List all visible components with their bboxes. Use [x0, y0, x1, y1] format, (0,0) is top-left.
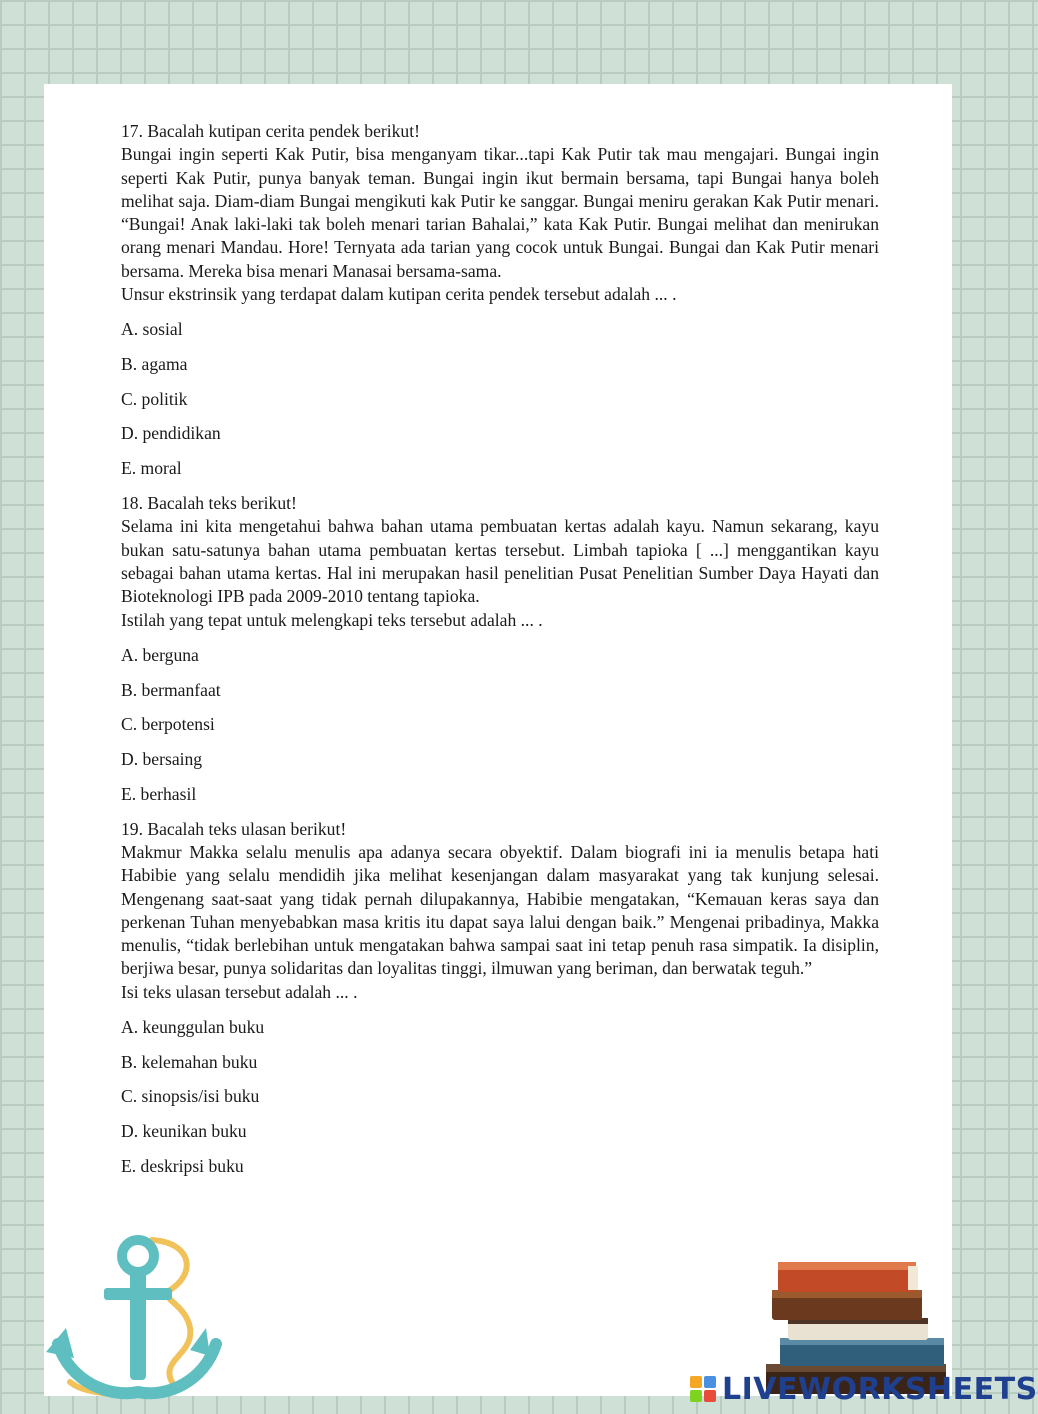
question-title: 19. Bacalah teks ulasan berikut! [121, 818, 347, 839]
option-e[interactable]: E. moral [121, 458, 182, 479]
option-b[interactable]: B. bermanfaat [121, 679, 221, 700]
question-18 [121, 492, 879, 806]
option-c[interactable]: C. berpotensi [121, 714, 215, 735]
option-a[interactable]: A. sosial [121, 319, 183, 340]
option-c[interactable]: C. sinopsis/isi buku [121, 1086, 260, 1107]
answer-options [121, 318, 879, 480]
question-passage: Selama ini kita mengetahui bahwa bahan utama pembuatan kertas adalah kayu. Namun sekarang, kayu bukan satu-satunya bahan utama pembuatan kertas tersebut. Limbah tapioka [ ...] menggantikan kayu sebagai bahan utama kertas. Hal ini merupakan hasil penelitian Pusat Penelitian Sumber Daya Hayati dan Bioteknologi IPB pada 2009-2010 tentang tapioka. [121, 516, 879, 607]
option-d[interactable]: D. keunikan buku [121, 1121, 247, 1142]
question-passage: Bungai ingin seperti Kak Putir, bisa menganyam tikar...tapi Kak Putir tak mau mengajari. Bungai ingin seperti Kak Putir, punya banyak teman. Bungai ingin ikut bermain bersama, tapi Bungai hanya boleh melihat saja. Diam-diam Bungai mengikuti kak Putir ke sanggar. Bungai meniru gerakan Kak Putir menari. “Bungai! Anak laki-laki tak boleh menari tarian Bahalai,” kata Kak Putir. Bungai melihat dan menirukan orang menari Mandau. Hore! Ternyata ada tarian yang cocok untuk Bungai. Bungai dan Kak Putir menari bersama. Mereka bisa menari Manasai bersama-sama. [121, 144, 879, 281]
option-e[interactable]: E. berhasil [121, 783, 197, 804]
question-19 [121, 818, 879, 1178]
question-prompt: Istilah yang tepat untuk melengkapi teks tersebut adalah ... . [121, 609, 543, 630]
option-d[interactable]: D. pendidikan [121, 423, 221, 444]
option-d[interactable]: D. bersaing [121, 748, 203, 769]
question-title: 18. Bacalah teks berikut! [121, 493, 297, 514]
option-b[interactable]: B. agama [121, 354, 188, 375]
anchor-icon [40, 1232, 210, 1402]
liveworksheets-logo-icon [690, 1376, 716, 1402]
question-title: 17. Bacalah kutipan cerita pendek berikut! [121, 121, 420, 141]
brand-footer [690, 1371, 1038, 1407]
option-e[interactable]: E. deskripsi buku [121, 1155, 244, 1176]
answer-options [121, 1016, 879, 1178]
question-passage: Makmur Makka selalu menulis apa adanya secara obyektif. Dalam biografi ini ia menulis betapa hati Habibie yang selalu mendidih jika melihat kesenjangan dalam masyarakat yang tak kunjung selesai. Mengenang saat-saat yang tidak pernah dilupakannya, Habibie mengatakan, “Kemauan keras saya dan perkenan Tuhan menyebabkan masa kritis itu dapat saya lalui dengan baik.” Mengenai pribadinya, Makka menulis, “tidak berlebihan untuk mengatakan bahwa sampai saat ini tetap penuh rasa simpatik. Ia disiplin, berjiwa besar, punya solidaritas dan loyalitas tinggi, ilmuwan yang beriman, dan berwatak teguh.” [121, 841, 879, 979]
option-a[interactable]: A. keunggulan buku [121, 1017, 265, 1038]
brand-name: LIVEWORKSHEETS [722, 1371, 1038, 1407]
worksheet-content [121, 120, 879, 1190]
option-a[interactable]: A. berguna [121, 644, 199, 665]
option-c[interactable]: C. politik [121, 388, 188, 409]
option-b[interactable]: B. kelemahan buku [121, 1051, 258, 1072]
question-prompt: Isi teks ulasan tersebut adalah ... . [121, 981, 358, 1002]
answer-options [121, 644, 879, 806]
question-17 [121, 120, 879, 480]
question-prompt: Unsur ekstrinsik yang terdapat dalam kutipan cerita pendek tersebut adalah ... . [121, 284, 677, 305]
